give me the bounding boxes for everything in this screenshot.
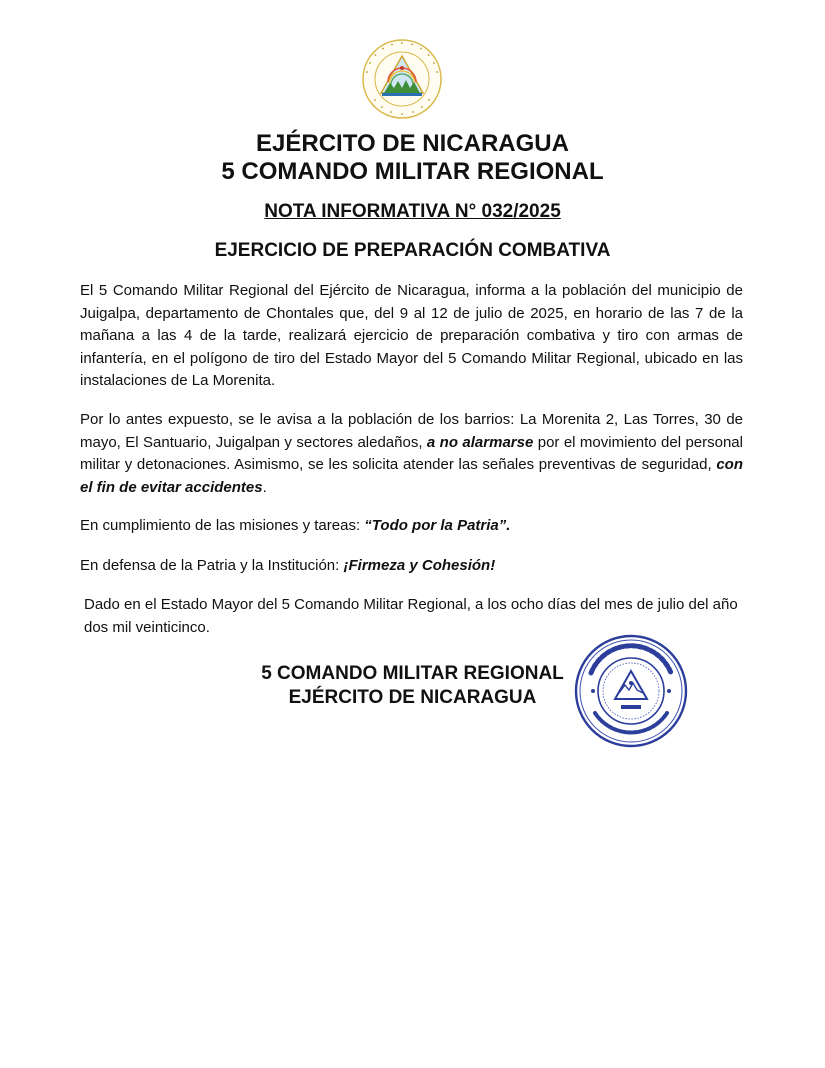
header-title-line2: 5 COMANDO MILITAR REGIONAL xyxy=(221,158,604,185)
header-title-line1: EJÉRCITO DE NICARAGUA xyxy=(256,130,569,157)
motto-1-quote: “Todo por la Patria”. xyxy=(364,517,511,534)
motto-2-quote: ¡Firmeza y Cohesión! xyxy=(343,557,496,574)
paragraph-warning-text: Por lo antes expuesto, se le avisa a la población de los barrios: La Morenita 2, Las Torres, 30 de mayo, El Santuario, Juigalpan y sectores aledaños, xyxy=(80,411,743,451)
signature-line1: 5 COMANDO MILITAR REGIONAL xyxy=(261,663,564,684)
official-stamp-icon xyxy=(573,633,689,749)
paragraph-issued: Dado en el Estado Mayor del 5 Comando Militar Regional, a los ocho días del mes de julio del año dos mil veinticinco. xyxy=(84,596,738,636)
paragraph-warning xyxy=(80,409,743,499)
paragraph-motto-1 xyxy=(80,515,743,538)
signature-line2: EJÉRCITO DE NICARAGUA xyxy=(288,687,537,708)
paragraph-motto-2 xyxy=(80,555,743,578)
note-title: NOTA INFORMATIVA N° 032/2025 xyxy=(264,201,561,222)
nicaragua-coat-of-arms-icon xyxy=(361,38,443,120)
emphasis-avoid-accidents: con el fin de evitar accidentes xyxy=(80,456,743,496)
motto-1-lead: En cumplimiento de las misiones y tareas: xyxy=(80,517,365,534)
emphasis-no-alarm: a no alarmarse xyxy=(426,433,534,451)
paragraph-announcement: El 5 Comando Militar Regional del Ejército de Nicaragua, informa a la población del municipio de Juigalpa, departamento de Chontales que, del 9 al 12 de julio de 2025, en horario de las 7 de la mañana a las 4 de la tarde, realizará ejercicio de preparación combativa y tiro con armas de infantería, en el polígono de tiro del Estado Mayor del 5 Comando Militar Regional, ubicado en las instalaciones de La Morenita. xyxy=(80,282,743,389)
subject-title: EJERCICIO DE PREPARACIÓN COMBATIVA xyxy=(214,240,611,261)
motto-2-lead: En defensa de la Patria y la Institución: xyxy=(80,557,344,574)
paragraph-warning-period: . xyxy=(262,478,267,496)
paragraph-warning-text-2: por el movimiento del personal militar y detonaciones. Asimismo, se les solicita atender las señales preventivas de seguridad, xyxy=(80,433,743,473)
